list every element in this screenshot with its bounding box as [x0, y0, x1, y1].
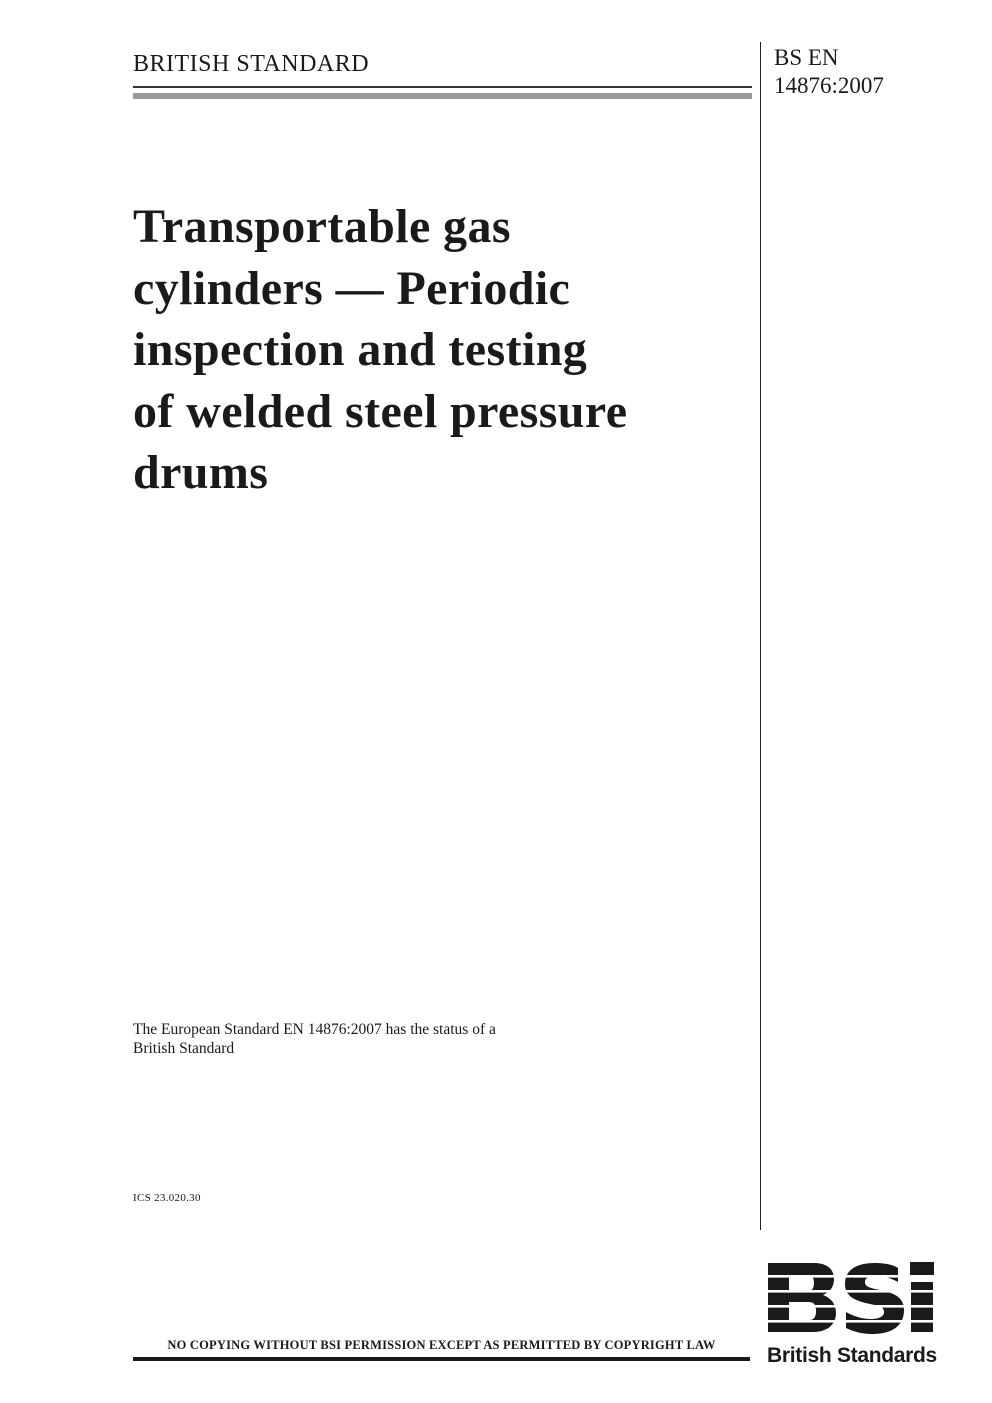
ics-code: ICS 23.020.30: [133, 1192, 201, 1204]
standard-number-line1: BS EN: [774, 45, 839, 70]
title-line: of welded steel pressure: [133, 384, 628, 438]
title-line: Transportable gas: [133, 200, 511, 253]
header-rule: [133, 86, 752, 100]
brand-caption: British Standards: [767, 1344, 937, 1367]
title-line: inspection and testing: [133, 323, 588, 376]
standard-number-line2: 14876:2007: [774, 73, 884, 98]
status-note: [133, 1020, 733, 1058]
status-note-line2: British Standard: [133, 1040, 235, 1057]
footer-rule: [133, 1357, 750, 1361]
header-rule-thin: [133, 86, 752, 88]
status-note-line1: The European Standard EN 14876:2007 has the status of a: [133, 1021, 496, 1038]
title-line: drums: [133, 446, 269, 499]
standard-number: [774, 44, 974, 100]
header-rule-thick: [133, 93, 752, 99]
bsi-wordmark-icon: [764, 1260, 948, 1342]
title-line: cylinders — Periodic: [133, 261, 571, 315]
document-title: [133, 196, 753, 504]
series-label: BRITISH STANDARD: [133, 51, 370, 77]
copyright-notice: NO COPYING WITHOUT BSI PERMISSION EXCEPT AS PERMITTED BY COPYRIGHT LAW: [167, 1338, 716, 1352]
vertical-divider: [760, 42, 761, 1230]
